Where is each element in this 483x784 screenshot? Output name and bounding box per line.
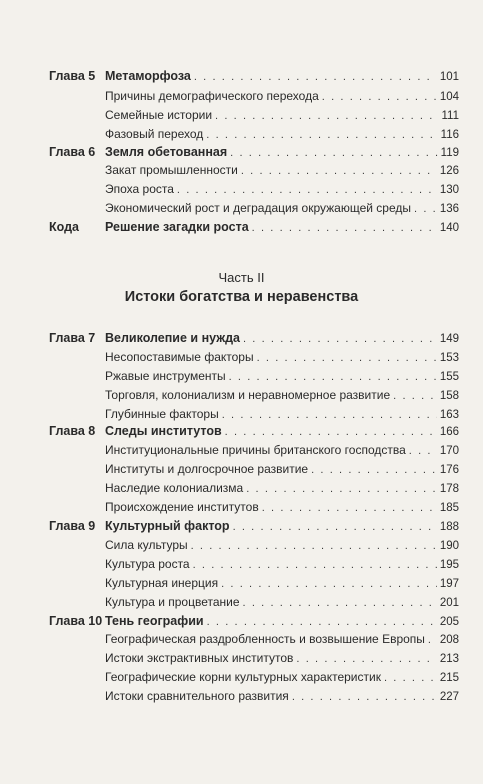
dot-leader — [384, 672, 437, 684]
dot-leader — [292, 691, 437, 703]
dot-leader — [296, 653, 436, 665]
dot-leader — [207, 616, 437, 628]
toc-section-row — [49, 388, 459, 406]
toc-section-row — [49, 127, 459, 145]
entry-title: Эпоха роста — [105, 182, 174, 196]
toc-chapter-row — [49, 614, 459, 632]
dot-leader — [230, 147, 438, 159]
dot-leader — [215, 110, 438, 122]
toc-section-row — [49, 481, 459, 499]
page-number: 176 — [439, 464, 459, 476]
dot-leader — [243, 333, 437, 345]
page-number: 130 — [439, 184, 459, 196]
toc-section-row — [49, 182, 459, 200]
toc-chapter-row — [49, 220, 459, 238]
toc-section-row — [49, 443, 459, 461]
dot-leader — [409, 445, 437, 457]
toc-section-row — [49, 595, 459, 613]
entry-title: Тень географии — [105, 614, 204, 628]
part-label: Часть II — [218, 270, 265, 285]
toc-section-row — [49, 651, 459, 669]
page-number: 101 — [439, 71, 459, 83]
page-number: 136 — [439, 203, 459, 215]
page-number: 185 — [439, 502, 459, 514]
entry-title: Великолепие и нужда — [105, 331, 240, 345]
toc-section-row — [49, 462, 459, 480]
toc-chapter-row — [49, 424, 459, 442]
entry-title: Культура роста — [105, 557, 190, 571]
dot-leader — [414, 203, 437, 215]
toc-chapter-row — [49, 69, 459, 87]
toc-section-row — [49, 163, 459, 181]
chapter-label: Кода — [49, 220, 79, 234]
entry-title: Географическая раздробленность и возвышение Европы — [105, 632, 425, 646]
dot-leader — [246, 483, 437, 495]
dot-leader — [393, 390, 437, 402]
chapter-label: Глава 5 — [49, 69, 96, 83]
toc-section-row — [49, 369, 459, 387]
dot-leader — [257, 352, 437, 364]
dot-leader — [206, 129, 437, 141]
entry-title: Семейные истории — [105, 108, 213, 122]
toc-section-row — [49, 670, 459, 688]
toc-chapter-row — [49, 145, 459, 163]
entry-title: Происхождение институтов — [105, 500, 259, 514]
dot-leader — [252, 222, 437, 234]
part-title: Истоки богатства и неравенства — [124, 289, 359, 305]
dot-leader — [177, 184, 437, 196]
page-number: 213 — [439, 653, 459, 665]
page-number: 227 — [439, 691, 459, 703]
dot-leader — [222, 409, 437, 421]
toc-chapter-row — [49, 331, 459, 349]
page-number: 140 — [439, 222, 459, 234]
entry-title: Экономический рост и деградация окружающей среды — [105, 201, 412, 215]
page-number: 155 — [439, 371, 459, 383]
page-number: 170 — [439, 445, 459, 457]
dot-leader — [233, 521, 437, 533]
toc-section-row — [49, 632, 459, 650]
page-number: 215 — [439, 672, 459, 684]
dot-leader — [221, 578, 437, 590]
entry-title: Несопоставимые факторы — [105, 350, 254, 364]
page-number: 126 — [439, 165, 459, 177]
entry-title: Институциональные причины британского господства — [105, 443, 406, 457]
entry-title: Фазовый переход — [105, 127, 204, 141]
dot-leader — [229, 371, 437, 383]
dot-leader — [241, 165, 437, 177]
page-number: 158 — [439, 390, 459, 402]
entry-title: Культура и процветание — [105, 595, 240, 609]
page-number: 188 — [439, 521, 459, 533]
chapter-label: Глава 10 — [49, 614, 103, 628]
toc-section-row — [49, 538, 459, 556]
toc-section-row — [49, 500, 459, 518]
toc-section-row — [49, 689, 459, 707]
page-number: 205 — [439, 616, 459, 628]
toc-section-row — [49, 108, 459, 126]
dot-leader — [225, 426, 437, 438]
page-number: 166 — [439, 426, 459, 438]
page-number: 195 — [439, 559, 459, 571]
toc-section-row — [49, 201, 459, 219]
toc-section-row — [49, 89, 459, 107]
entry-title: Истоки экстрактивных институтов — [105, 651, 294, 665]
entry-title: Глубинные факторы — [105, 407, 219, 421]
entry-title: Торговля, колониализм и неравномерное развитие — [105, 388, 391, 402]
dot-leader — [193, 559, 437, 571]
dot-leader — [194, 71, 437, 83]
dot-leader — [428, 634, 437, 646]
page-number: 190 — [439, 540, 459, 552]
entry-title: Следы институтов — [105, 424, 222, 438]
page-number: 149 — [439, 333, 459, 345]
entry-title: Метаморфоза — [105, 69, 191, 83]
chapter-label: Глава 9 — [49, 519, 96, 533]
entry-title: Наследие колониализма — [105, 481, 244, 495]
dot-leader — [311, 464, 437, 476]
dot-leader — [262, 502, 437, 514]
page-number: 163 — [439, 409, 459, 421]
entry-title: Географические корни культурных характеристик — [105, 670, 381, 684]
entry-title: Культурный фактор — [105, 519, 230, 533]
chapter-label: Глава 6 — [49, 145, 96, 159]
entry-title: Причины демографического перехода — [105, 89, 319, 103]
toc-section-row — [49, 557, 459, 575]
page-number: 197 — [439, 578, 459, 590]
page-number: 119 — [440, 147, 459, 159]
entry-title: Институты и долгосрочное развитие — [105, 462, 309, 476]
entry-title: Земля обетованная — [105, 145, 228, 159]
entry-title: Закат промышленности — [105, 163, 238, 177]
page-number: 111 — [441, 110, 459, 122]
page-number: 201 — [439, 597, 459, 609]
entry-title: Культурная инерция — [105, 576, 219, 590]
dot-leader — [243, 597, 437, 609]
page-number: 104 — [439, 91, 459, 103]
page-number: 208 — [439, 634, 459, 646]
toc-section-row — [49, 350, 459, 368]
dot-leader — [191, 540, 437, 552]
toc-section-row — [49, 407, 459, 425]
page-number: 153 — [439, 352, 459, 364]
chapter-label: Глава 7 — [49, 331, 96, 345]
toc-chapter-row — [49, 519, 459, 537]
toc-section-row — [49, 576, 459, 594]
entry-title: Сила культуры — [105, 538, 188, 552]
entry-title: Решение загадки роста — [105, 220, 249, 234]
page-number: 178 — [439, 483, 459, 495]
chapter-label: Глава 8 — [49, 424, 96, 438]
page-number: 116 — [440, 129, 459, 141]
entry-title: Истоки сравнительного развития — [105, 689, 289, 703]
entry-title: Ржавые инструменты — [105, 369, 226, 383]
dot-leader — [322, 91, 437, 103]
